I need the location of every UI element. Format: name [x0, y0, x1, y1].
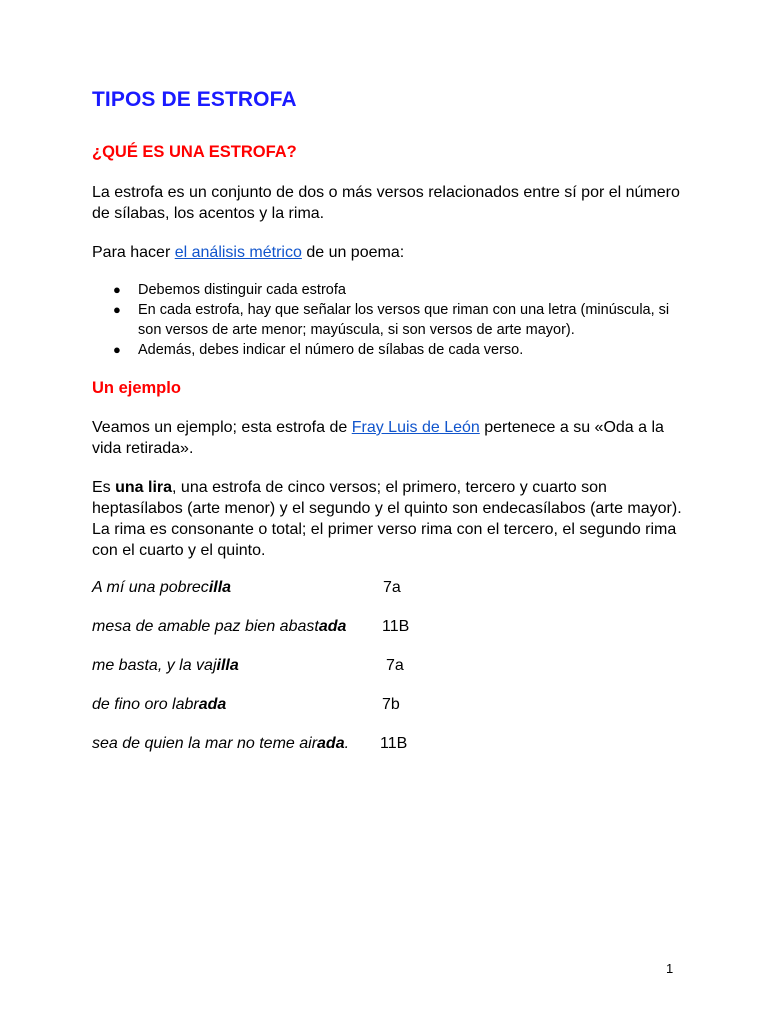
bullet-icon: ● [113, 302, 121, 317]
verse-meter: 11B [380, 735, 408, 752]
verse-rhyme: ada [318, 618, 347, 635]
verse-main: me basta, y la vaj [92, 657, 217, 674]
instructions-list [92, 280, 692, 360]
intro-text-before: Para hacer [92, 244, 175, 261]
verse-row [92, 695, 692, 715]
list-item [92, 300, 692, 340]
analisis-metrico-link[interactable]: el análisis métrico [174, 244, 302, 261]
list-item-text: Además, debes indicar el número de sílabas de cada verso. [138, 342, 524, 358]
explain-text-before: Es [92, 479, 116, 496]
intro-text-after: de un poema: [301, 244, 405, 261]
lira-term: una lira [115, 479, 173, 496]
verse-text [92, 617, 346, 637]
fray-luis-de-leon-link[interactable]: Fray Luis de León [351, 419, 480, 436]
document-content [92, 86, 692, 754]
page-number: 1 [666, 961, 674, 976]
verse-rhyme: ada [317, 735, 345, 752]
list-item [92, 280, 692, 300]
verse-list [92, 578, 692, 754]
verse-row [92, 734, 692, 754]
verse-meter: 11B [382, 618, 410, 635]
verse-text [92, 734, 349, 754]
list-item [92, 340, 692, 360]
verse-tail: . [344, 735, 350, 752]
verse-text [92, 656, 239, 676]
verse-row [92, 617, 692, 637]
verse-rhyme: illa [216, 657, 239, 674]
verse-meter: 7b [382, 696, 400, 713]
list-item-text: Debemos distinguir cada estrofa [138, 282, 346, 298]
section-heading-que-es: ¿QUÉ ES UNA ESTROFA? [92, 143, 297, 161]
verse-main: sea de quien la mar no teme air [92, 735, 318, 752]
verse-text [92, 695, 226, 715]
intro-paragraph [92, 242, 692, 263]
verse-main: A mí una pobrec [92, 579, 209, 596]
verse-meter: 7a [386, 657, 404, 674]
section-heading-ejemplo: Un ejemplo [92, 379, 181, 397]
bullet-icon: ● [113, 282, 121, 297]
page-title: TIPOS DE ESTROFA [92, 88, 297, 111]
definition-paragraph: La estrofa es un conjunto de dos o más versos relacionados entre sí por el número de sílabas, los acentos y la rima. [92, 184, 680, 222]
example-text-after: pertenece a su «Oda a la vida retirada». [92, 419, 664, 457]
verse-main: mesa de amable paz bien abast [92, 618, 319, 635]
lira-explanation-paragraph [92, 477, 692, 561]
list-item-text: En cada estrofa, hay que señalar los versos que riman con una letra (minúscula, si son versos de arte menor; mayúscula, si son versos de arte mayor). [138, 302, 670, 338]
verse-row [92, 656, 692, 676]
verse-meter: 7a [383, 579, 401, 596]
example-text-before: Veamos un ejemplo; esta estrofa de [92, 419, 352, 436]
verse-row [92, 578, 692, 598]
verse-rhyme: illa [208, 579, 232, 596]
example-paragraph [92, 417, 692, 459]
verse-text [92, 578, 231, 598]
explain-text-after: , una estrofa de cinco versos; el primero, tercero y cuarto son heptasílabos (arte menor) y el segundo y el quinto son endecasílabos (arte mayor). La rima es consonante o total; el primer verso rima con el tercero, el segundo rima con el cuarto y el quinto. [92, 479, 682, 559]
verse-main: de fino oro labr [92, 696, 199, 713]
verse-rhyme: ada [198, 696, 227, 713]
bullet-icon: ● [113, 342, 121, 357]
